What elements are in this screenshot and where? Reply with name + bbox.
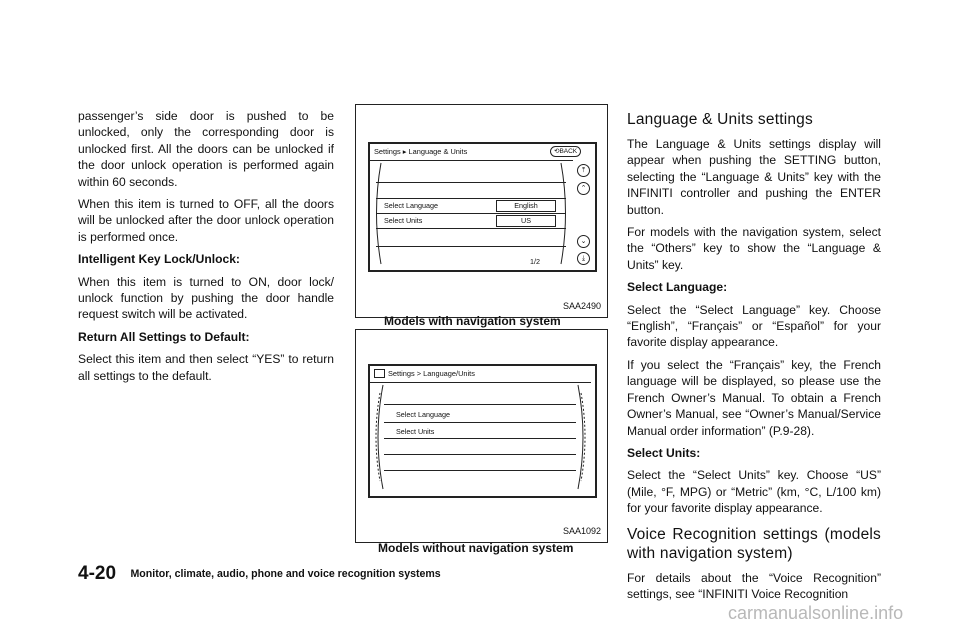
figure-with-navigation <box>355 104 608 318</box>
paragraph: Select this item and then select “YES” to return all settings to the default. <box>78 352 334 383</box>
paragraph: Select the “Select Language” key. Choose “English”, “Français” or “Español” for your favorite display appearance. <box>627 302 881 350</box>
figure-without-navigation <box>355 329 608 543</box>
select-language-label: Select Language <box>396 410 450 419</box>
select-units-label: Select Units <box>396 427 435 436</box>
scroll-up-icon: ⌃ <box>577 182 590 195</box>
divider <box>370 160 573 161</box>
divider <box>376 213 566 214</box>
paragraph: The Language & Units settings display will appear when pushing the SETTING button, selecting the “Language & Units” key with the INFINITI controller and pushing the ENTER button. <box>627 137 881 217</box>
figure-caption: Models with navigation system <box>384 314 561 328</box>
divider <box>384 404 576 405</box>
page-number: 4-20 <box>78 563 117 584</box>
scroll-down-icon: ⌄ <box>577 235 590 248</box>
figure-code: SAA1092 <box>562 526 601 536</box>
paragraph: When this item is turned to OFF, all the doors will be unlocked after the door unlock operation is performed once. <box>78 197 334 244</box>
left-column <box>78 108 334 390</box>
select-language-label: Select Language <box>384 201 438 210</box>
units-value: US <box>496 215 556 227</box>
screen-title: Settings > Language/Units <box>388 369 475 378</box>
screen-title: Settings ▸ Language & Units <box>374 147 468 156</box>
paragraph: Select the “Select Units” key. Choose “US” (Mile, °F, MPG) or “Metric” (km, °C, L/100 km) for your favorite display appearance. <box>627 468 881 516</box>
divider <box>384 422 576 423</box>
settings-screen-illustration <box>368 142 597 272</box>
paragraph: For details about the “Voice Recognition” settings, see “INFINITI Voice Recognition <box>627 570 881 601</box>
figure-caption: Models without navigation system <box>378 541 574 555</box>
section-heading-voice-recognition: Voice Recognition settings (models with navigation system) <box>627 525 881 562</box>
divider <box>376 182 566 183</box>
divider <box>376 246 566 247</box>
bracket-right-icon <box>576 383 590 491</box>
divider <box>376 228 566 229</box>
subheading-select-units: Select Units: <box>627 445 701 460</box>
divider <box>384 454 576 455</box>
page-indicator: 1/2 <box>530 257 540 266</box>
subheading-return-defaults: Return All Settings to Default: <box>78 329 250 344</box>
page-footer <box>78 563 441 585</box>
divider <box>370 382 591 383</box>
divider <box>384 438 576 439</box>
settings-screen-illustration <box>368 364 597 498</box>
subheading-select-language: Select Language: <box>627 280 728 295</box>
settings-icon <box>374 369 385 378</box>
divider <box>384 470 576 471</box>
paragraph: passenger’s side door is pushed to be unlocked, only the corresponding door is unlocked first. All the doors can be unlocked if the door unlock operation is performed again within 60 seconds. <box>78 109 334 189</box>
paragraph: When this item is turned to ON, door lock/ unlock function by pushing the door handle request switch will be activated. <box>78 274 334 322</box>
select-units-label: Select Units <box>384 216 423 225</box>
section-heading-language-units: Language & Units settings <box>627 111 813 128</box>
scroll-bottom-icon: ⤓ <box>577 252 590 265</box>
paragraph: For models with the navigation system, select the “Others” key to show the “Language & Units” key. <box>627 225 881 272</box>
subheading-intelligent-key: Intelligent Key Lock/Unlock: <box>78 252 240 267</box>
bracket-left-icon <box>371 383 385 491</box>
back-button: ⟲BACK <box>550 146 581 157</box>
figure-code: SAA2490 <box>562 301 601 311</box>
watermark: carmanualsonline.info <box>728 603 904 623</box>
scroll-top-icon: ⤒ <box>577 164 590 177</box>
section-title: Monitor, climate, audio, phone and voice recognition systems <box>130 568 441 580</box>
language-value: English <box>496 200 556 212</box>
paragraph: If you select the “Français” key, the French language will be displayed, so please use the French Owner’s Manual. To obtain a French Owner’s Manual, see “Owner’s Manual/Service Manual order information” (P.9-28). <box>627 357 881 438</box>
divider <box>376 198 566 199</box>
right-column <box>627 108 881 608</box>
